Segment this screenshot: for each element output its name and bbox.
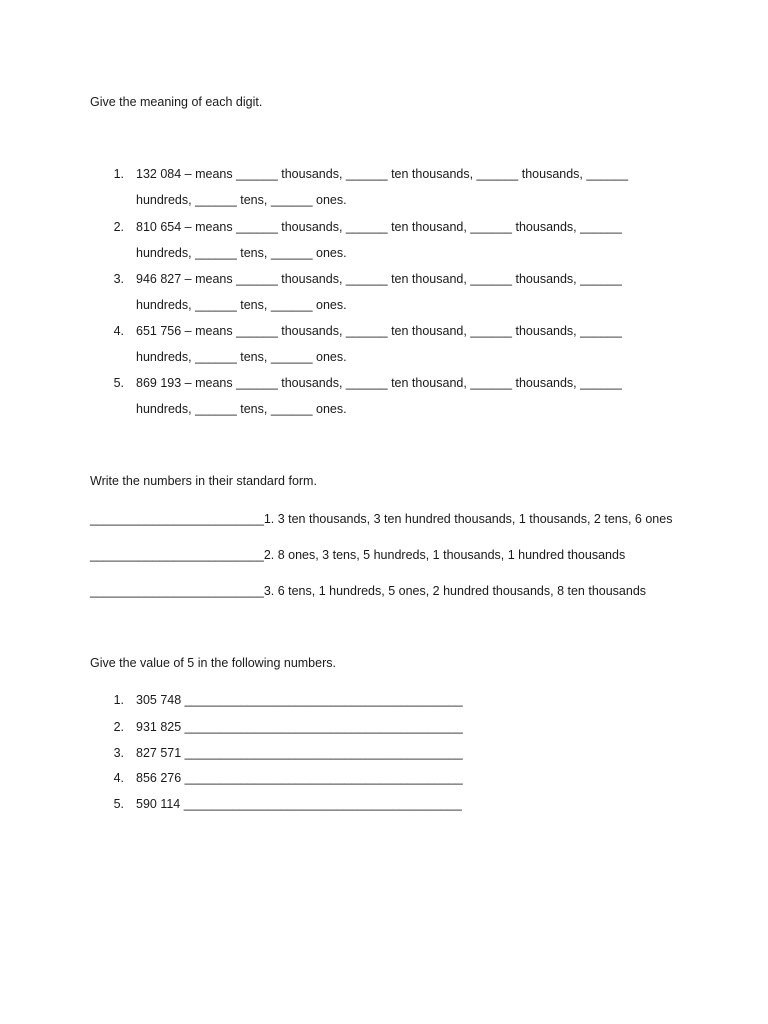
item-number: 4.: [113, 324, 124, 338]
section1-heading: Give the meaning of each digit.: [90, 95, 263, 109]
item-question-continued: hundreds, ______ tens, ______ ones.: [136, 246, 347, 260]
item-question: 3. 6 tens, 1 hundreds, 5 ones, 2 hundred thousands, 8 ten thousands: [263, 584, 647, 598]
section3-heading: Give the value of 5 in the following numbers.: [90, 656, 336, 670]
item-question: 931 825 ________________________________________: [136, 720, 463, 734]
item-number: 2.: [113, 720, 124, 734]
list-item: [90, 548, 625, 562]
answer-blank: _________________________: [90, 512, 264, 526]
section2-heading: Write the numbers in their standard form.: [90, 474, 317, 488]
item-number: 2.: [113, 220, 124, 234]
item-question-continued: hundreds, ______ tens, ______ ones.: [136, 350, 347, 364]
list-item: [90, 584, 646, 598]
item-question-continued: hundreds, ______ tens, ______ ones.: [136, 402, 347, 416]
item-number: 5.: [113, 376, 124, 390]
item-question: 1. 3 ten thousands, 3 ten hundred thousands, 1 thousands, 2 tens, 6 ones: [263, 512, 673, 526]
item-number: 3.: [113, 746, 124, 760]
item-question: 810 654 – means ______ thousands, ______ ten thousand, ______ thousands, ______: [136, 220, 622, 234]
item-question-continued: hundreds, ______ tens, ______ ones.: [136, 193, 347, 207]
item-question: 305 748 ________________________________________: [136, 693, 463, 707]
item-question-continued: hundreds, ______ tens, ______ ones.: [136, 298, 347, 312]
item-question: 869 193 – means ______ thousands, ______ ten thousand, ______ thousands, ______: [136, 376, 622, 390]
item-question: 827 571 ________________________________________: [136, 746, 463, 760]
item-question: 856 276 ________________________________________: [136, 771, 463, 785]
item-question: 946 827 – means ______ thousands, ______ ten thousand, ______ thousands, ______: [136, 272, 622, 286]
item-question: 132 084 – means ______ thousands, ______ ten thousands, ______ thousands, ______: [136, 167, 629, 181]
item-question: 2. 8 ones, 3 tens, 5 hundreds, 1 thousands, 1 hundred thousands: [263, 548, 626, 562]
item-number: 1.: [113, 167, 124, 181]
answer-blank: _________________________: [90, 584, 264, 598]
item-number: 5.: [113, 797, 124, 811]
answer-blank: _________________________: [90, 548, 264, 562]
item-question: 590 114 ________________________________________: [136, 797, 462, 811]
item-number: 4.: [113, 771, 124, 785]
item-number: 3.: [113, 272, 124, 286]
item-question: 651 756 – means ______ thousands, ______ ten thousand, ______ thousands, ______: [136, 324, 622, 338]
list-item: [90, 512, 672, 526]
item-number: 1.: [113, 693, 124, 707]
